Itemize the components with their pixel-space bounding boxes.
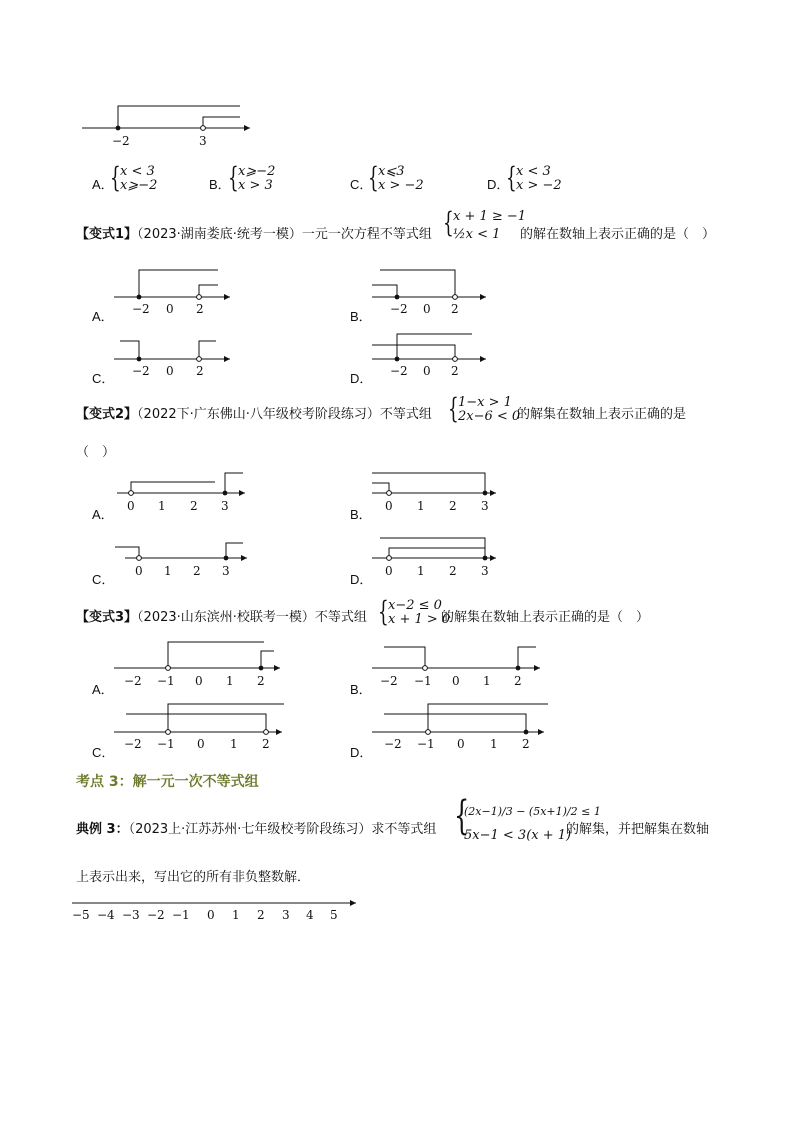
v2-paren: （ ） xyxy=(76,445,116,460)
tick-label: 1 xyxy=(417,499,425,513)
tick-label: 0 xyxy=(457,737,465,751)
tick-label: 0 xyxy=(423,364,431,378)
v1-option-c[interactable]: C． xyxy=(92,371,115,386)
tick-label: −2 xyxy=(390,302,408,316)
tick-label: 3 xyxy=(222,564,230,578)
top-number-line xyxy=(80,100,260,150)
tick-label: 1 xyxy=(232,908,240,922)
v3-number-line-c xyxy=(112,700,292,750)
tick-label: 4 xyxy=(306,908,314,922)
tick-label: −3 xyxy=(122,908,140,922)
tick-label: 0 xyxy=(166,364,174,378)
tick-label: 2 xyxy=(451,302,459,316)
v1-number-line-d xyxy=(368,327,498,377)
tick-label: 5 xyxy=(330,908,338,922)
tick-label: −1 xyxy=(157,737,175,751)
tick-label: −2 xyxy=(132,364,150,378)
tick-label: −5 xyxy=(72,908,90,922)
question-v1-stem: 【变式1】（2023·湖南娄底·统考一模）一元一次方程不等式组 xyxy=(76,227,432,242)
v1-number-line-c xyxy=(110,327,240,377)
tick-label: 1 xyxy=(483,674,491,688)
tick-label: −1 xyxy=(172,908,190,922)
tick-label: −4 xyxy=(97,908,115,922)
option-d-label[interactable]: D． xyxy=(487,177,510,192)
v2-number-line-d xyxy=(370,533,510,583)
tick-label: 2 xyxy=(522,737,530,751)
v1-number-line-b xyxy=(368,265,498,315)
v1-option-a[interactable]: A． xyxy=(92,309,114,324)
v1-option-b[interactable]: B． xyxy=(350,309,372,324)
tick-label: 0 xyxy=(385,564,393,578)
v3-option-d[interactable]: D． xyxy=(350,745,373,760)
v1-number-line-a xyxy=(110,265,240,315)
v3-number-line-d xyxy=(370,700,550,750)
tick-label: 2 xyxy=(193,564,201,578)
tick-label: 1 xyxy=(490,737,498,751)
tick-label: 0 xyxy=(423,302,431,316)
v3-tail: 的解集在数轴上表示正确的是（ ） xyxy=(441,610,650,625)
tick-label: −2 xyxy=(384,737,402,751)
tick-label: 2 xyxy=(196,302,204,316)
tick-label: 1 xyxy=(417,564,425,578)
v2-number-line-b xyxy=(370,468,510,518)
tick-label: 0 xyxy=(166,302,174,316)
example-line2: 上表示出来，写出它的所有非负整数解． xyxy=(76,870,311,885)
tick-label: 1 xyxy=(226,674,234,688)
tick-label: 3 xyxy=(199,134,207,148)
tick-label: −2 xyxy=(132,302,150,316)
tick-label: 2 xyxy=(449,499,457,513)
tick-label: −1 xyxy=(417,737,435,751)
v2-tail: 的解集在数轴上表示正确的是 xyxy=(517,407,687,422)
tick-label: 1 xyxy=(230,737,238,751)
v1-option-d[interactable]: D． xyxy=(350,371,373,386)
tick-label: −1 xyxy=(414,674,432,688)
v3-option-b[interactable]: B． xyxy=(350,682,372,697)
v2-option-b[interactable]: B． xyxy=(350,507,372,522)
tick-label: −2 xyxy=(124,674,142,688)
question-v3-stem: 【变式3】（2023·山东滨州·校联考一模）不等式组 xyxy=(76,610,367,625)
tick-label: 2 xyxy=(190,499,198,513)
option-b-label[interactable]: B． xyxy=(209,177,231,192)
v2-number-line-a xyxy=(115,468,255,518)
example-tail: 的解集，并把解集在数轴 xyxy=(566,822,710,837)
tick-label: 0 xyxy=(385,499,393,513)
example-number-line xyxy=(72,895,372,925)
v3-option-c[interactable]: C． xyxy=(92,745,115,760)
tick-label: 2 xyxy=(257,908,265,922)
tick-label: 1 xyxy=(164,564,172,578)
section-title: 考点 3：解一元一次不等式组 xyxy=(76,774,259,790)
tick-label: 0 xyxy=(135,564,143,578)
v2-option-c[interactable]: C． xyxy=(92,572,115,587)
option-a-label[interactable]: A． xyxy=(92,177,114,192)
tick-label: 3 xyxy=(221,499,229,513)
tick-label: 0 xyxy=(207,908,215,922)
v2-option-d[interactable]: D． xyxy=(350,572,373,587)
tick-label: 1 xyxy=(158,499,166,513)
v2-number-line-c xyxy=(115,533,255,583)
v1-tail: 的解在数轴上表示正确的是（ ） xyxy=(520,227,716,242)
option-c-label[interactable]: C． xyxy=(350,177,373,192)
tick-label: 0 xyxy=(195,674,203,688)
v3-number-line-a xyxy=(112,638,287,688)
tick-label: −1 xyxy=(157,674,175,688)
tick-label: 2 xyxy=(257,674,265,688)
tick-label: 2 xyxy=(262,737,270,751)
tick-label: 3 xyxy=(481,499,489,513)
tick-label: −2 xyxy=(112,134,130,148)
tick-label: 0 xyxy=(127,499,135,513)
tick-label: −2 xyxy=(380,674,398,688)
tick-label: 3 xyxy=(282,908,290,922)
tick-label: −2 xyxy=(390,364,408,378)
tick-label: 3 xyxy=(481,564,489,578)
question-v2-stem: 【变式2】（2022下·广东佛山·八年级校考阶段练习）不等式组 xyxy=(76,407,432,422)
tick-label: 0 xyxy=(197,737,205,751)
v3-option-a[interactable]: A． xyxy=(92,682,114,697)
tick-label: −2 xyxy=(124,737,142,751)
tick-label: 2 xyxy=(196,364,204,378)
tick-label: 2 xyxy=(514,674,522,688)
tick-label: 2 xyxy=(449,564,457,578)
v3-number-line-b xyxy=(370,638,545,688)
tick-label: −2 xyxy=(147,908,165,922)
example-stem: 典例 3：（2023上·江苏苏州·七年级校考阶段练习）求不等式组 xyxy=(76,822,437,837)
tick-label: 2 xyxy=(451,364,459,378)
v2-option-a[interactable]: A． xyxy=(92,507,114,522)
tick-label: 0 xyxy=(452,674,460,688)
